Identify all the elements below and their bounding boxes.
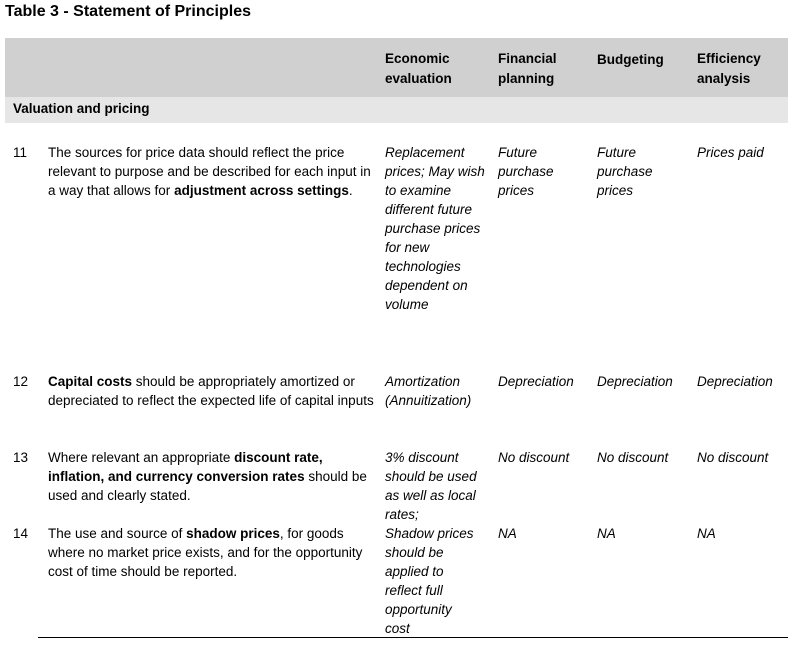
table-title: Table 3 - Statement of Principles bbox=[5, 3, 251, 20]
cell-economic-evaluation: Replacement prices; May wish to examine different future purchase prices for new technologies dependent on volume bbox=[385, 145, 485, 312]
row-description bbox=[48, 372, 374, 410]
cell-efficiency-analysis: No discount bbox=[697, 450, 769, 465]
description-text: The use and source of bbox=[48, 526, 187, 541]
cell-financial-planning: Depreciation bbox=[498, 374, 574, 389]
row-number: 12 bbox=[13, 374, 29, 389]
cell-budgeting: No discount bbox=[597, 450, 669, 465]
description-text: Where relevant an appropriate bbox=[48, 450, 235, 465]
cell-efficiency-analysis: Depreciation bbox=[697, 374, 773, 389]
row-number: 14 bbox=[13, 526, 29, 541]
section-header-row bbox=[5, 97, 788, 123]
description-text: , for goods where no market price exists, and for the opportunity cost of time should be reported. bbox=[48, 526, 363, 579]
row-number: 13 bbox=[13, 450, 29, 465]
cell-budgeting: Depreciation bbox=[597, 374, 673, 389]
cell-budgeting: Future purchase prices bbox=[597, 145, 653, 198]
cell-economic-evaluation: 3% discount should be used as well as local rates; bbox=[385, 450, 477, 522]
column-header-financial-planning: Financial planning bbox=[498, 51, 557, 86]
cell-economic-evaluation: Amortization (Annuitization) bbox=[385, 374, 472, 408]
column-header-economic-evaluation: Economic evaluation bbox=[385, 51, 452, 86]
emphasis-text: discount rate, inflation, and currency conversion rates bbox=[48, 450, 323, 484]
cell-financial-planning: Future purchase prices bbox=[498, 145, 554, 198]
column-header-budgeting: Budgeting bbox=[597, 52, 664, 67]
row-description bbox=[48, 448, 374, 505]
emphasis-text: shadow prices bbox=[186, 526, 280, 541]
row-description bbox=[48, 143, 374, 200]
table-bottom-rule bbox=[38, 637, 788, 638]
section-label: Valuation and pricing bbox=[13, 101, 150, 116]
row-number: 11 bbox=[13, 145, 28, 160]
column-header-efficiency-analysis: Efficiency analysis bbox=[697, 51, 761, 86]
cell-economic-evaluation: Shadow prices should be applied to reflect full opportunity cost bbox=[385, 526, 474, 636]
description-text: should be used and clearly stated. bbox=[48, 469, 367, 503]
description-text: should be appropriately amortized or depreciated to reflect the expected life of capital inputs bbox=[48, 374, 374, 408]
cell-efficiency-analysis: Prices paid bbox=[697, 145, 764, 160]
description-text: . bbox=[348, 183, 353, 198]
cell-efficiency-analysis: NA bbox=[697, 526, 716, 541]
emphasis-text: Capital costs bbox=[48, 374, 133, 389]
cell-financial-planning: NA bbox=[498, 526, 517, 541]
table-header-row bbox=[5, 38, 788, 97]
description-text: The sources for price data should reflect the price relevant to purpose and be described for each input in a way that allows for bbox=[48, 145, 371, 198]
cell-budgeting: NA bbox=[597, 526, 616, 541]
emphasis-text: adjustment across settings bbox=[174, 183, 349, 198]
cell-financial-planning: No discount bbox=[498, 450, 570, 465]
row-description bbox=[48, 524, 374, 581]
